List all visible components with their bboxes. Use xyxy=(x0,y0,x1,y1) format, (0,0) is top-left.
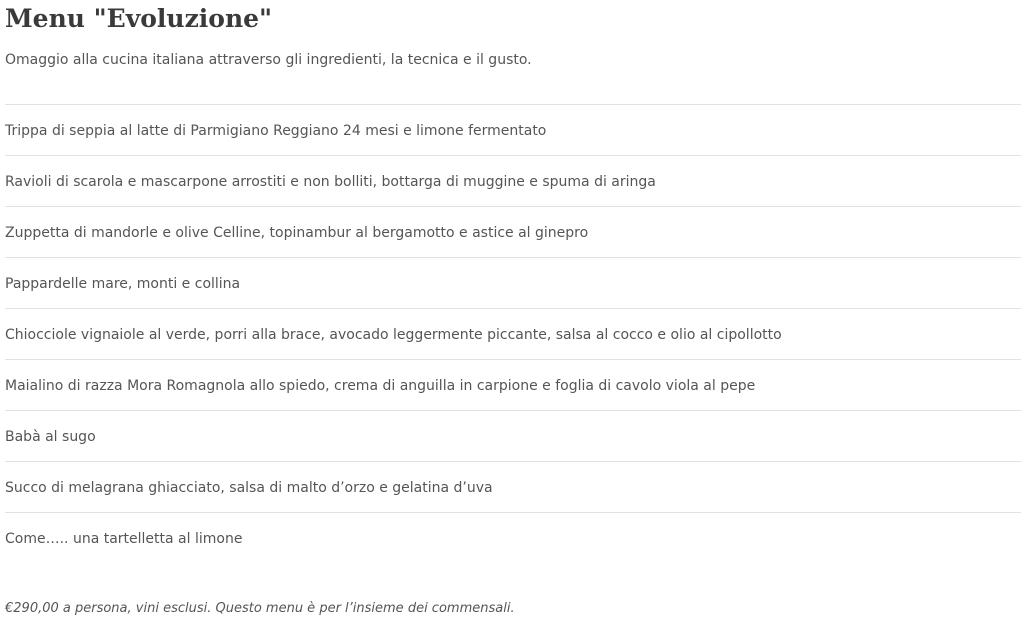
dish-name: Succo di melagrana ghiacciato, salsa di malto d’orzo e gelatina d’uva xyxy=(5,480,493,496)
dish-name: Ravioli di scarola e mascarpone arrostiti e non bolliti, bottarga di muggine e spuma di aringa xyxy=(5,174,656,190)
dish-item xyxy=(5,462,1021,513)
dish-list xyxy=(5,104,1021,563)
dish-name: Maialino di razza Mora Romagnola allo spiedo, crema di anguilla in carpione e foglia di cavolo viola al pepe xyxy=(5,378,756,394)
dish-item xyxy=(5,360,1021,411)
dish-item xyxy=(5,411,1021,462)
menu-title: Menu "Evoluzione" xyxy=(5,4,273,33)
dish-item xyxy=(5,258,1021,309)
dish-item xyxy=(5,207,1021,258)
dish-item xyxy=(5,513,1021,563)
dish-item xyxy=(5,105,1021,156)
menu-subtitle: Omaggio alla cucina italiana attraverso gli ingredienti, la tecnica e il gusto. xyxy=(5,52,532,68)
dish-name: Babà al sugo xyxy=(5,429,96,445)
dish-name: Come….. una tartelletta al limone xyxy=(5,531,243,547)
dish-name: Chiocciole vignaiole al verde, porri alla brace, avocado leggermente piccante, salsa al cocco e olio al cipollotto xyxy=(5,327,782,343)
dish-item xyxy=(5,309,1021,360)
dish-item xyxy=(5,156,1021,207)
dish-name: Pappardelle mare, monti e collina xyxy=(5,276,241,292)
dish-name: Trippa di seppia al latte di Parmigiano Reggiano 24 mesi e limone fermentato xyxy=(5,123,547,139)
price-note: €290,00 a persona, vini esclusi. Questo menu è per l’insieme dei commensali. xyxy=(5,601,515,616)
dish-name: Zuppetta di mandorle e olive Celline, topinambur al bergamotto e astice al ginepro xyxy=(5,225,589,241)
